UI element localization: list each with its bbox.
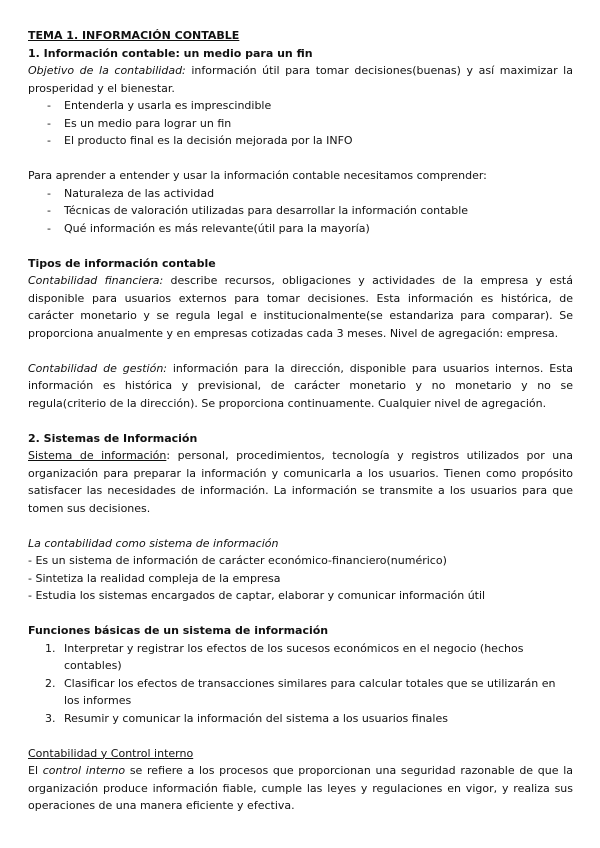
- intro-paragraph: Para aprender a entender y usar la información contable necesitamos comprender:: [28, 169, 487, 182]
- document-page: [28, 27, 573, 815]
- list-item: - Qué información es más relevante(útil para la mayoría): [28, 220, 573, 238]
- control-label: control interno: [42, 764, 126, 777]
- page-title: TEMA 1. INFORMACIÓN CONTABLE: [28, 29, 240, 42]
- item-text: Resumir y comunicar la información del sistema a los usuarios finales: [64, 711, 448, 725]
- item-text: Clasificar los efectos de transacciones similares para calcular totales que se utilizarán en los informes: [64, 676, 556, 707]
- funciones-heading: Funciones básicas de un sistema de información: [28, 624, 329, 637]
- gestion-paragraph: [28, 360, 573, 413]
- control-interno-heading: Contabilidad y Control interno: [28, 746, 194, 760]
- section-1-heading: 1. Información contable: un medio para un fin: [28, 46, 313, 60]
- objective-paragraph: [28, 62, 573, 97]
- sistema-text: : personal, procedimientos, tecnología y registros utilizados por una organización para preparar la información y comunicarla a los usuarios. Tienen como propósito satisfacer las necesidades de información. La información se transmite a los usuarios para que tomen sus decisiones.: [28, 449, 573, 515]
- section-2-heading: 2. Sistemas de Información: [28, 431, 198, 445]
- item-number: 1.: [45, 641, 56, 655]
- control-interno-paragraph: [28, 762, 573, 815]
- gestion-text: información para la dirección, disponible para usuarios internos. Esta información es histórica y previsional, de carácter monetario y no monetario y no se regula(criterio de la dirección). Se proporciona continuamente. Cualquier nivel de agregación.: [28, 361, 573, 410]
- list-item: - Es un sistema de información de carácter económico-financiero(numérico): [28, 554, 447, 567]
- sistema-definition-paragraph: [28, 447, 573, 517]
- list-item: - Sintetiza la realidad compleja de la empresa: [28, 571, 281, 585]
- tipos-heading: Tipos de información contable: [28, 256, 216, 270]
- funciones-numbered-list: [28, 640, 573, 728]
- list-item: [28, 710, 573, 728]
- list-item: - Estudia los sistemas encargados de captar, elaborar y comunicar información útil: [28, 589, 486, 602]
- list-item: - Entenderla y usarla es imprescindible: [28, 97, 573, 115]
- list-item: - Es un medio para lograr un fin: [28, 115, 573, 133]
- item-number: 2.: [45, 676, 56, 690]
- financiera-text: describe recursos, obligaciones y actividades de la empresa y está disponible para usuarios externos para tomar decisiones. Esta información es histórica, de carácter monetario y se regula legal e institucionalmente(se estandariza para comparar). Se proporciona anualmente y en empresas cotizadas cada 3 meses. Nivel de agregación: empresa.: [28, 274, 573, 340]
- gestion-label: Contabilidad de gestión:: [28, 361, 168, 375]
- list-item: - El producto final es la decisión mejorada por la INFO: [28, 132, 573, 150]
- list-item: - Técnicas de valoración utilizadas para desarrollar la información contable: [28, 202, 573, 220]
- contabilidad-sistema-subheading: La contabilidad como sistema de información: [28, 536, 279, 550]
- objective-text: información útil para tomar decisiones(buenas) y así maximizar la prosperidad y el bienestar.: [28, 64, 573, 95]
- understanding-bullet-list: [28, 185, 573, 238]
- item-number: 3.: [45, 711, 56, 725]
- objective-bullet-list: [28, 97, 573, 150]
- item-text: Interpretar y registrar los efectos de los sucesos económicos en el negocio (hechos contables): [64, 641, 524, 672]
- list-item: [28, 675, 573, 710]
- list-item: [28, 640, 573, 675]
- list-item: - Naturaleza de las actividad: [28, 185, 573, 203]
- financiera-label: Contabilidad financiera:: [28, 274, 164, 287]
- objective-label: Objetivo de la contabilidad:: [28, 64, 186, 77]
- control-pre: El: [28, 764, 43, 777]
- control-text: se refiere a los procesos que proporcionan una seguridad razonable de que la organización produce información fiable, cumple las leyes y regulaciones en vigor, y realiza sus operaciones de una manera eficiente y efectiva.: [28, 764, 573, 812]
- financiera-paragraph: [28, 272, 573, 342]
- sistema-label: Sistema de información: [28, 449, 167, 462]
